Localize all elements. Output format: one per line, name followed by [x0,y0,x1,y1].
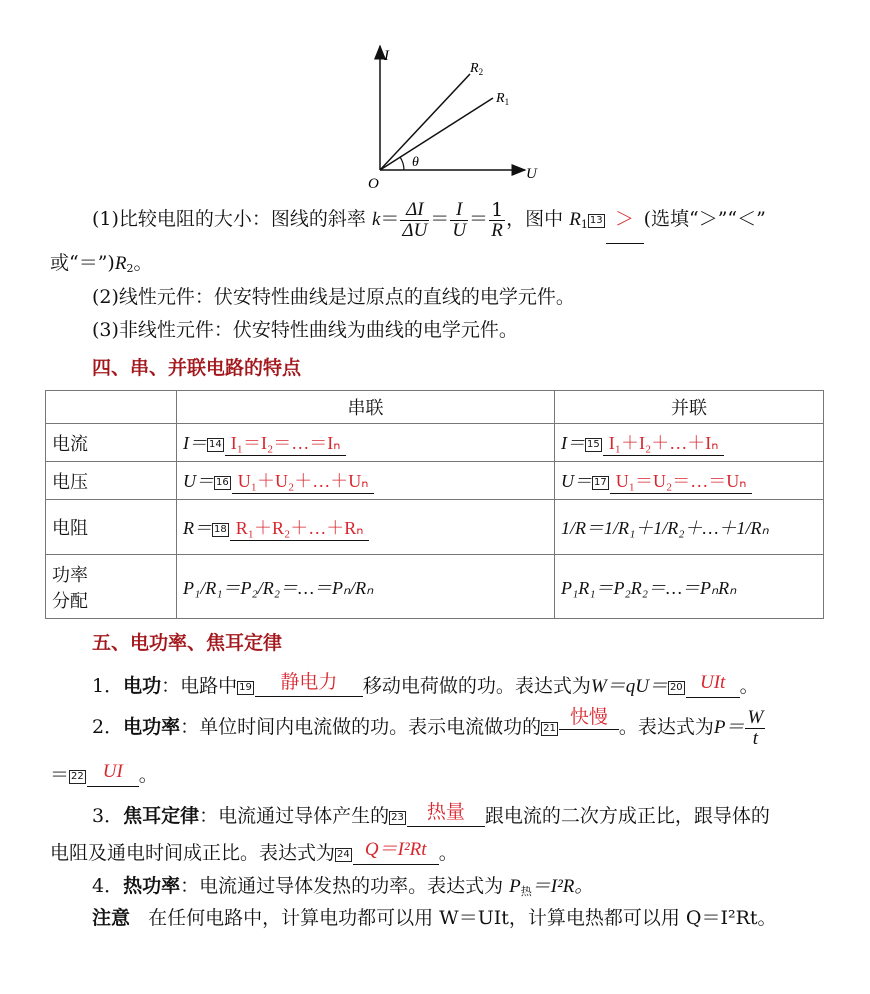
answer-17: U₁＝U₂＝…＝Uₙ [610,467,753,494]
col-parallel: 并联 [555,391,824,424]
section5-title: 五、电功率、焦耳定律 [92,632,283,654]
answer-18: R₁＋R₂＋…＋Rₙ [230,514,370,541]
answer-20: UIt [686,669,740,698]
row-current: 电流 [46,424,177,462]
s5-line3b: 电阻及通电时间成正比。表达式为 24 Q＝I²Rt 。 [50,836,458,867]
angle-label: θ [412,155,419,170]
axis-y-label: I [384,48,389,64]
section4-title: 四、串、并联电路的特点 [92,357,302,379]
answer-22: UI [87,758,139,787]
row-power-1: 功率 [52,564,88,586]
answer-21: 快慢 [559,705,619,730]
answer-23: 热量 [407,798,485,827]
s5-line3: 3．焦耳定律：电流通过导体产生的 23 热量 跟电流的二次方成正比，跟导体的 [92,798,770,830]
r1-label: $R_1$ [496,91,510,107]
row-power-2: 分配 [52,590,88,612]
answer-16: U₁＋U₂＋…＋Uₙ [232,467,375,494]
answer-24: Q＝I²Rt [353,836,439,865]
col-series: 串联 [177,391,555,424]
s5-line4: 4．热功率：电流通过导体发热的功率。表达式为 $P_热=I^2R$。 [92,875,594,898]
s5-line1: 1．电功：电路中 19 静电力 移动电荷做的功。表达式为W＝qU＝ 20 UIt 。 [92,668,759,701]
answer-14: I₁＝I₂＝…＝Iₙ [225,429,347,456]
answer-15: I₁＋I₂＋…＋Iₙ [603,429,725,456]
s5-line2b: ＝ 22 UI 。 [50,758,158,789]
angle-arc [400,157,404,170]
resistance-parallel: 1/R＝1/R₁＋1/R₂＋…＋1/Rₙ [555,500,824,555]
s5-line2: 2．电功率：单位时间内电流做的功。表示电流做功的 21快慢 。表达式为P＝ $\frac{W}{t}$ [92,706,764,749]
r2-label: $R_2$ [470,61,484,77]
item3: (3)非线性元件：伏安特性曲线为曲线的电学元件。 [92,319,518,341]
answer-13: ＞ [606,197,644,244]
item2: (2)线性元件：伏安特性曲线是过原点的直线的电学元件。 [92,286,575,308]
answer-19: 静电力 [255,668,363,697]
item1-line1: (1)比较电阻的大小：图线的斜率 k＝ $\frac{\Delta I}{\Delta U}$ ＝ $\frac{I}{U}$ ＝ $\frac{1}{R}$ ，图中 $R_1$ 13 ＞ (选填“＞”“＜” [92,196,766,242]
power-parallel: P₁R₁＝P₂R₂＝…＝PₙRₙ [555,555,824,619]
iu-graph [360,40,550,190]
row-resistance: 电阻 [46,500,177,555]
axis-x-label: U [526,166,537,182]
circuit-table: 串联 并联 电流 I＝ 14 I₁＝I₂＝…＝Iₙ I＝ 15 I₁＋I₂＋…＋Iₙ 电压 U＝ 16 U₁＋U₂＋…＋Uₙ U＝ 17 U₁＝U₂＝…＝Uₙ 电阻 R＝ 18 R₁＋R₂＋…＋Rₙ 1/R＝1/R₁＋1/R₂＋…＋1/Rₙ 功率 分配 P₁/R₁＝P₂/R₂＝…＝Pₙ/Rₙ P₁R₁＝P₂R₂＝…＝PₙRₙ [45,390,824,619]
item1-line2: 或“$=”)R_2$。 [50,252,153,275]
origin-label: O [368,176,379,190]
power-series: P₁/R₁＝P₂/R₂＝…＝Pₙ/Rₙ [177,555,555,619]
note: 注意 在任何电路中，计算电功都可以用 W＝UIt，计算电热都可以用 Q＝I²Rt。 [92,907,777,929]
row-voltage: 电压 [46,462,177,500]
